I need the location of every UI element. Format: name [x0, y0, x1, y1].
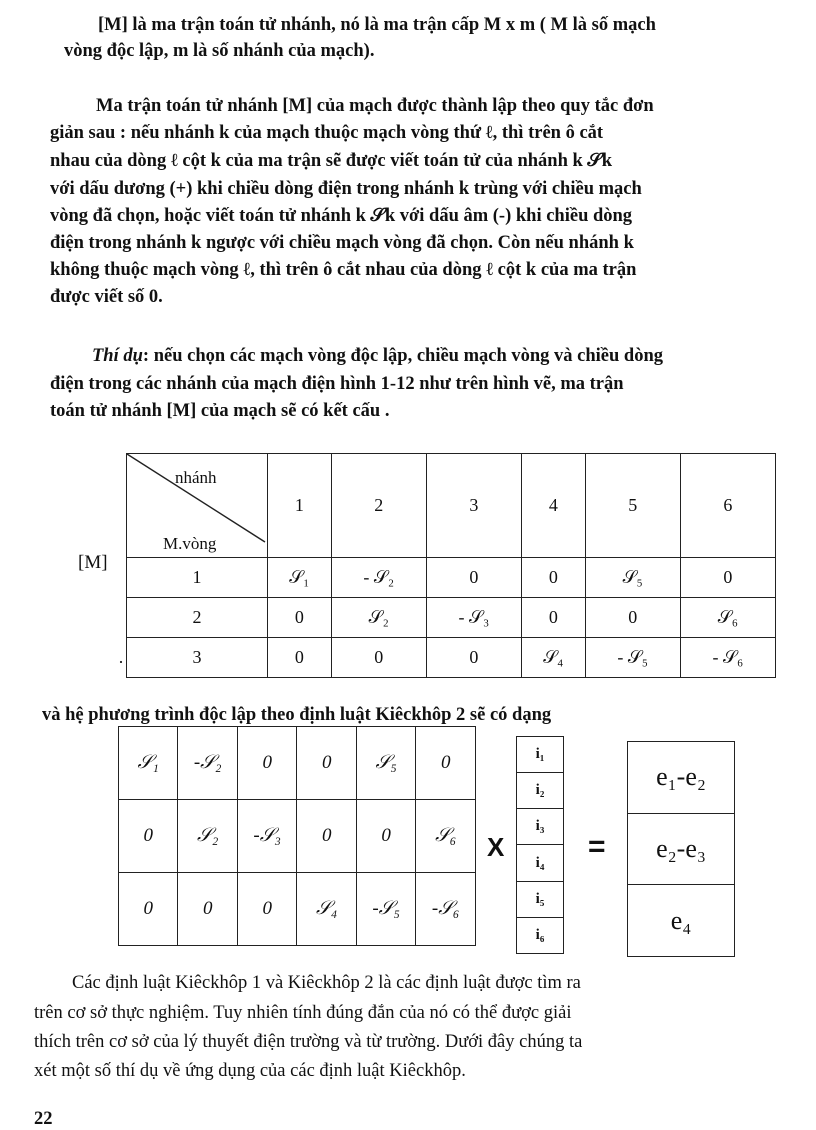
matrix-cell: 0 [237, 727, 297, 800]
para2-line7: không thuộc mạch vòng ℓ, thì trên ô cắt nhau của dòng ℓ cột k của ma trận [50, 260, 637, 280]
matrix-row [119, 873, 476, 946]
multiply-operator: X [487, 832, 505, 862]
matrix-cell: 0 [297, 800, 356, 873]
para2-line4: với dấu dương (+) khi chiều dòng điện trong nhánh k trùng với chiều mạch [50, 179, 642, 199]
para4-line4: xét một số thí dụ về ứng dụng của các định luật Kiêckhôp. [34, 1061, 466, 1081]
rhs-cell: e₄ [628, 885, 735, 957]
branch-operator-table [126, 453, 776, 678]
table-cell: 0 [426, 638, 521, 678]
table-cell: 0 [268, 598, 332, 638]
matrix-label: [M] [78, 552, 108, 573]
matrix-cell: 𝒮₅ [356, 727, 416, 800]
para2-line1: Ma trận toán tử nhánh [M] của mạch được thành lập theo quy tắc đơn [96, 96, 654, 116]
table-cell: 𝒮₄ [521, 638, 585, 678]
col-header: 6 [680, 454, 775, 558]
table-row [127, 598, 776, 638]
table-cell: 𝒮₁ [268, 558, 332, 598]
col-header: 1 [268, 454, 332, 558]
matrix-row [119, 800, 476, 873]
matrix-cell: -𝒮₃ [237, 800, 297, 873]
matrix-cell: 𝒮₂ [178, 800, 238, 873]
matrix-cell: 𝒮₄ [297, 873, 356, 946]
matrix-cell: 0 [416, 727, 476, 800]
vector-cell: i₄ [517, 845, 564, 881]
matrix-cell: 𝒮₁ [119, 727, 178, 800]
matrix-cell: 0 [178, 873, 238, 946]
table-row [127, 558, 776, 598]
vector-cell: i₁ [517, 737, 564, 773]
para2-line6: điện trong nhánh k ngược với chiều mạch vòng đã chọn. Còn nếu nhánh k [50, 233, 634, 253]
table-cell: 𝒮₆ [680, 598, 775, 638]
corner-top-label: nhánh [175, 468, 217, 487]
emf-vector [627, 741, 735, 957]
table-cell: 0 [426, 558, 521, 598]
row-label: 3 [127, 638, 268, 678]
equals-operator: = [588, 830, 606, 863]
matrix-cell: 0 [119, 800, 178, 873]
vector-cell: i₅ [517, 881, 564, 917]
para1-line2: vòng độc lập, m là số nhánh của mạch). [64, 41, 375, 61]
vector-cell: i₃ [517, 809, 564, 845]
row-label: 1 [127, 558, 268, 598]
vector-cell: i₆ [517, 917, 564, 953]
page-number: 22 [34, 1109, 53, 1129]
table-row [127, 638, 776, 678]
operator-matrix [118, 726, 476, 946]
matrix-cell: 𝒮₆ [416, 800, 476, 873]
para3-line3: toán tử nhánh [M] của mạch sẽ có kết cấu . [50, 401, 390, 421]
table-cell: 0 [268, 638, 332, 678]
table-cell: 0 [585, 598, 680, 638]
table-cell: - 𝒮₂ [331, 558, 426, 598]
rhs-cell: e₁-e₂ [628, 742, 735, 814]
para3-line1-text: : nếu chọn các mạch vòng độc lập, chiều mạch vòng và chiều dòng [142, 346, 664, 366]
table-cell: - 𝒮₃ [426, 598, 521, 638]
corner-cell [127, 454, 268, 558]
row-label: 2 [127, 598, 268, 638]
equation-caption: và hệ phương trình độc lập theo định luật Kiêckhôp 2 sẽ có dạng [42, 705, 552, 725]
table-cell: 0 [521, 598, 585, 638]
table-cell: 0 [331, 638, 426, 678]
table-cell: 𝒮₂ [331, 598, 426, 638]
para3-lead: Thí dụ [92, 346, 143, 366]
para2-line3: nhau của dòng ℓ cột k của ma trận sẽ được viết toán tử của nhánh k 𝒮k [50, 151, 613, 171]
matrix-cell: -𝒮₅ [356, 873, 416, 946]
current-vector [516, 736, 564, 954]
table-cell: 𝒮₅ [585, 558, 680, 598]
para3-line1 [92, 345, 663, 367]
table-cell: - 𝒮₆ [680, 638, 775, 678]
para4-line3: thích trên cơ sở của lý thuyết điện trường và từ trường. Dưới đây chúng ta [34, 1032, 583, 1052]
matrix-cell: 0 [119, 873, 178, 946]
corner-bottom-label: M.vòng [163, 534, 217, 553]
para2-line8: được viết số 0. [50, 287, 163, 307]
para1-line1: [M] là ma trận toán tử nhánh, nó là ma trận cấp M x m ( M là số mạch [98, 15, 656, 35]
col-header: 5 [585, 454, 680, 558]
para2-line5: vòng đã chọn, hoặc viết toán tử nhánh k 𝒮k với dấu âm (-) khi chiều dòng [50, 206, 633, 226]
rhs-cell: e₂-e₃ [628, 813, 735, 885]
matrix-cell: 0 [297, 727, 356, 800]
para2-line2: giản sau : nếu nhánh k của mạch thuộc mạch vòng thứ ℓ, thì trên ô cắt [50, 123, 604, 143]
col-header: 2 [331, 454, 426, 558]
table-cell: 0 [521, 558, 585, 598]
para4-line2: trên cơ sở thực nghiệm. Tuy nhiên tính đúng đắn của nó có thể được giải [34, 1003, 572, 1023]
matrix-cell: 0 [356, 800, 416, 873]
matrix-row [119, 727, 476, 800]
table-cell: 0 [680, 558, 775, 598]
matrix-cell: -𝒮₂ [178, 727, 238, 800]
para4-line1: Các định luật Kiêckhôp 1 và Kiêckhôp 2 là các định luật được tìm ra [72, 973, 581, 993]
matrix-cell: 0 [237, 873, 297, 946]
row-marker-dot: · [118, 652, 124, 672]
matrix-cell: -𝒮₆ [416, 873, 476, 946]
col-header: 4 [521, 454, 585, 558]
para3-line2: điện trong các nhánh của mạch điện hình 1-12 như trên hình vẽ, ma trận [50, 374, 624, 394]
table-cell: - 𝒮₅ [585, 638, 680, 678]
vector-cell: i₂ [517, 773, 564, 809]
col-header: 3 [426, 454, 521, 558]
